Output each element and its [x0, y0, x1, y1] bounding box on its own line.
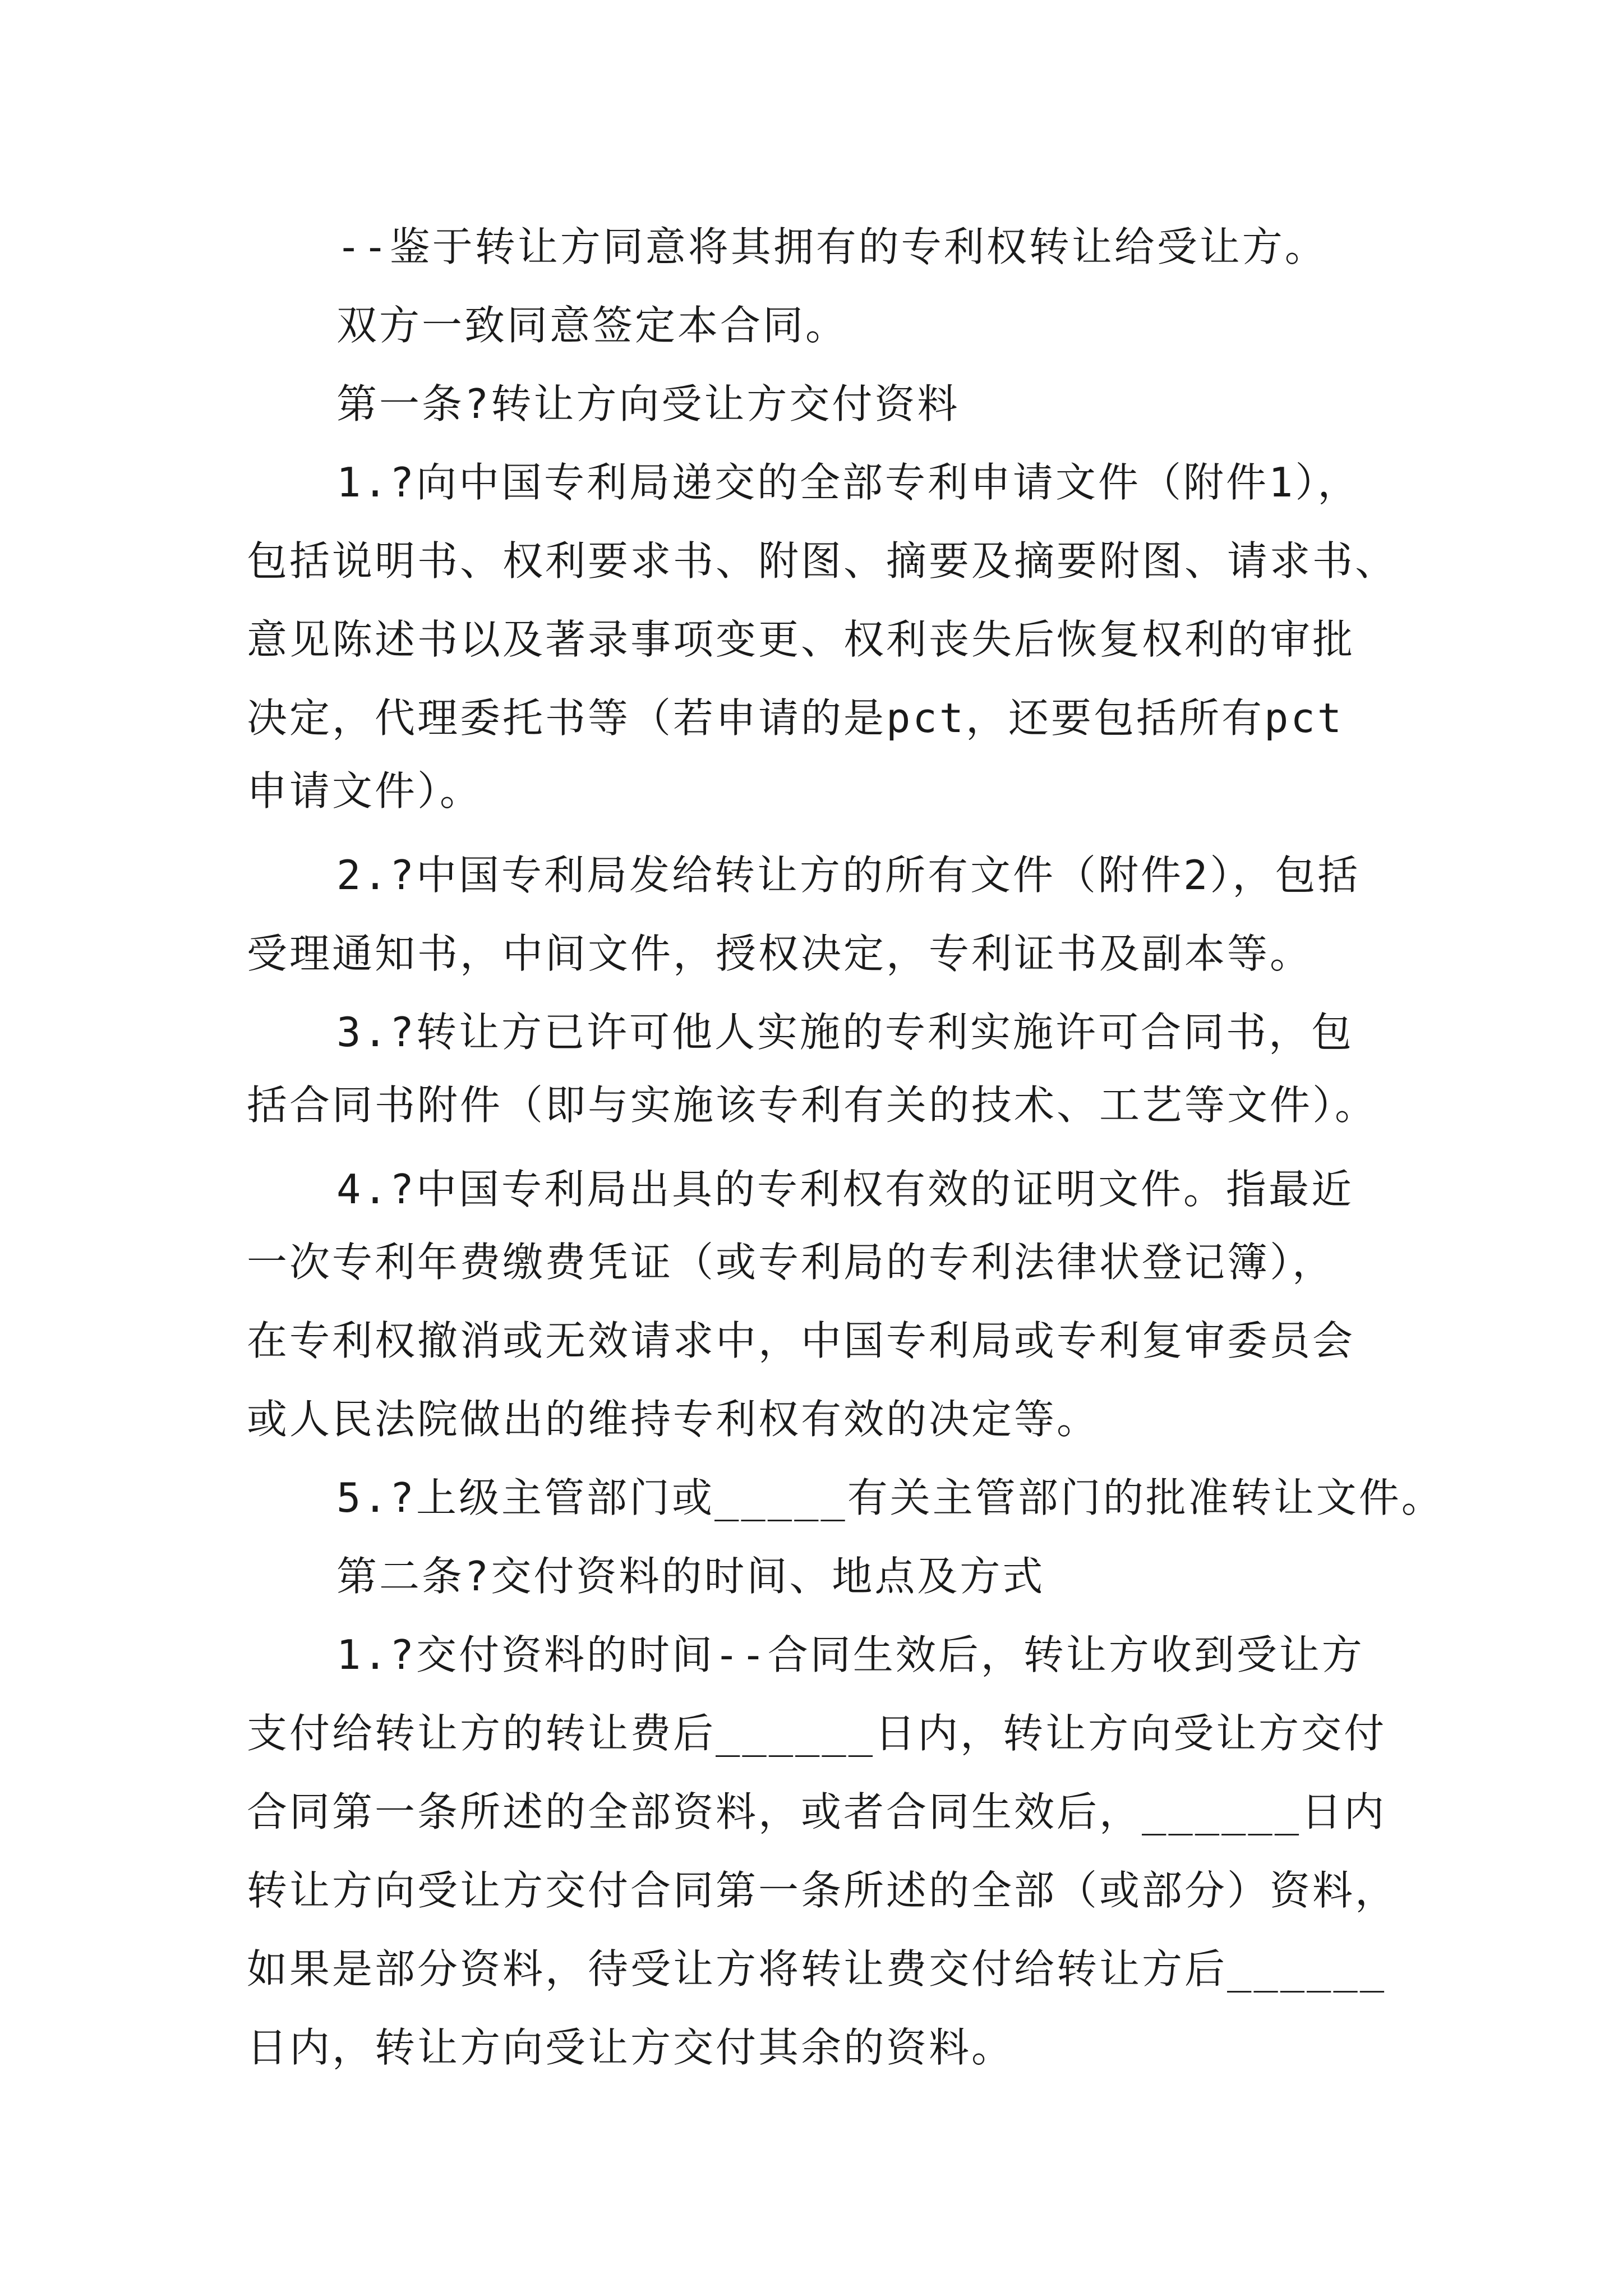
paragraph-line: 申请文件）。	[247, 767, 483, 815]
paragraph-line: 3.?转让方已许可他人实施的专利实施许可合同书，包	[336, 1009, 1354, 1056]
paragraph-line: 括合同书附件（即与实施该专利有关的技术、工艺等文件）。	[247, 1082, 1378, 1129]
section-heading: 第一条?转让方向受让方交付资料	[336, 380, 960, 427]
section-heading: 第二条?交付资料的时间、地点及方式	[336, 1553, 1045, 1600]
paragraph-line: 双方一致同意签定本合同。	[336, 302, 849, 349]
paragraph-line: 1.?向中国专利局递交的全部专利申请文件（附件1），	[336, 459, 1361, 506]
paragraph-line: 转让方向受让方交付合同第一条所述的全部（或部分）资料，	[247, 1867, 1398, 1914]
paragraph-line: 意见陈述书以及著录事项变更、权利丧失后恢复权利的审批	[247, 616, 1355, 663]
paragraph-line: 或人民法院做出的维持专利权有效的决定等。	[247, 1396, 1100, 1443]
paragraph-line: 决定，代理委托书等（若申请的是pct，还要包括所有pct	[247, 694, 1344, 742]
paragraph-line: 日内，转让方向受让方交付其余的资料。	[247, 2024, 1015, 2071]
paragraph-line: 合同第一条所述的全部资料，或者合同生效后，______日内	[247, 1788, 1387, 1835]
paragraph-line: 在专利权撤消或无效请求中，中国专利局或专利复审委员会	[247, 1317, 1355, 1364]
paragraph-line: 受理通知书，中间文件，授权决定，专利证书及副本等。	[247, 930, 1313, 977]
paragraph-line: 如果是部分资料，待受让方将转让费交付给转让方后______	[247, 1945, 1387, 1993]
paragraph-line: 一次专利年费缴费凭证（或专利局的专利法律状登记簿），	[247, 1239, 1335, 1286]
paragraph-line: 5.?上级主管部门或_____有关主管部门的批准转让文件。	[336, 1474, 1444, 1521]
paragraph-line: 4.?中国专利局出具的专利权有效的证明文件。指最近	[336, 1166, 1354, 1213]
paragraph-line: 1.?交付资料的时间--合同生效后，转让方收到受让方	[336, 1631, 1364, 1678]
paragraph-line: --鉴于转让方同意将其拥有的专利权转让给受让方。	[336, 223, 1327, 270]
paragraph-line: 包括说明书、权利要求书、附图、摘要及摘要附图、请求书、	[247, 537, 1398, 585]
paragraph-line: 支付给转让方的转让费后______日内，转让方向受让方交付	[247, 1710, 1387, 1757]
paragraph-line: 2.?中国专利局发给转让方的所有文件（附件2），包括	[336, 852, 1361, 899]
